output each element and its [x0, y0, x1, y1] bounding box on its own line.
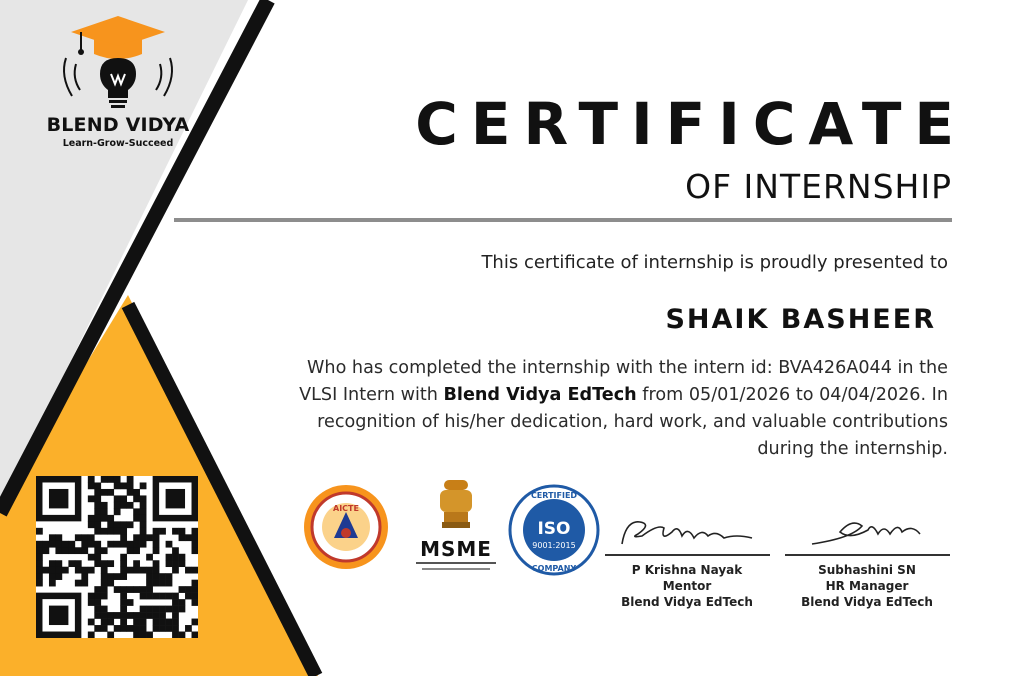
signature-line: [785, 554, 950, 556]
signatory-name: P Krishna Nayak: [631, 563, 743, 577]
brand-name: BLEND VIDYA: [46, 114, 190, 136]
certificate-subtitle: OF INTERNSHIP: [685, 167, 952, 206]
graduation-bulb-icon: [58, 14, 178, 112]
certificate-title: CERTIFICATE: [415, 90, 967, 158]
signatory-role: Mentor: [662, 579, 712, 593]
body-text-org: Blend Vidya EdTech: [443, 385, 637, 405]
qr-code-pattern: [36, 476, 198, 638]
msme-emblem: [410, 478, 502, 578]
body-text-part1: Who has completed the internship with the intern id: BVA426A044 in the VLSI Intern with: [299, 358, 948, 405]
signatory-org: Blend Vidya EdTech: [621, 595, 753, 609]
signatory-org: Blend Vidya EdTech: [801, 595, 933, 609]
body-text-part2: from 05/01/2026 to 04/04/2026. In recognition of his/her dedication, hard work, and valuable contributions during the internship.: [317, 385, 948, 459]
qr-finder-pattern: [49, 606, 68, 625]
recipient-name: SHAIK BASHEER: [665, 304, 936, 335]
presented-line: This certificate of internship is proudly presented to: [481, 252, 948, 273]
signature-block-hr: [782, 514, 952, 610]
iso-number: 9001:2015: [532, 541, 576, 550]
iso-bottom-text: COMPANY: [531, 564, 577, 573]
qr-code: [36, 476, 198, 638]
certificate-body: [268, 355, 948, 463]
brand-logo: [28, 14, 208, 159]
header-divider: [174, 218, 952, 222]
qr-finder-pattern: [49, 489, 68, 508]
msme-label: MSME: [420, 537, 492, 561]
qr-finder-pattern: [166, 489, 185, 508]
aicte-seal: [298, 484, 394, 570]
signature-block-mentor: [602, 514, 772, 610]
signatory-role: HR Manager: [825, 579, 909, 593]
signatory-name: Subhashini SN: [818, 563, 916, 577]
iso-label: ISO: [537, 519, 571, 539]
iso-seal: [506, 482, 602, 578]
signature-mark: [792, 514, 942, 550]
signature-mark: [612, 514, 762, 550]
aicte-label: AICTE: [333, 504, 359, 513]
iso-top-text: CERTIFIED: [530, 491, 578, 500]
signature-line: [605, 554, 770, 556]
brand-tagline: Learn-Grow-Succeed: [62, 138, 174, 149]
